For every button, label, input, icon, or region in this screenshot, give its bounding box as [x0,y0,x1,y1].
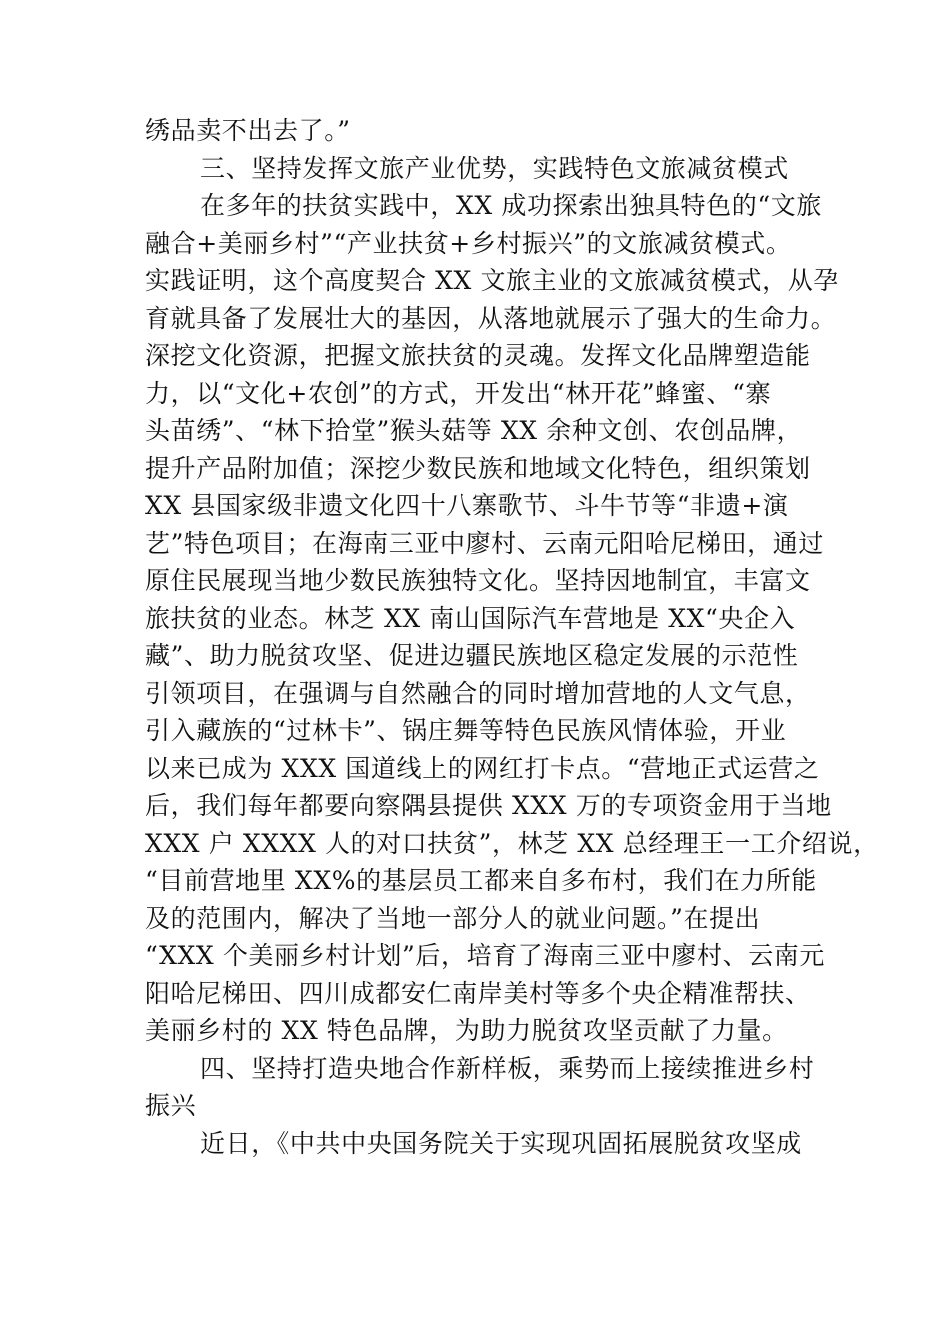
text-line: 育就具备了发展壮大的基因，从落地就展示了强大的生命力。 [145,303,837,333]
document-body [145,112,879,1162]
text-line: 力，以“文化+农创”的方式，开发出“林开花”蜂蜜、“寨 [145,378,772,408]
text-line: 原住民展现当地少数民族独特文化。坚持因地制宜，丰富文 [145,566,811,595]
text-line: 藏”、助力脱贫攻坚、促进边疆民族地区稳定发展的示范性 [145,641,799,670]
text-line: 旅扶贫的业态。林芝 XX 南山国际汽车营地是 XX“央企入 [145,603,796,633]
text-line: 近日，《中共中央国务院关于实现巩固拓展脱贫攻坚成 [200,1128,802,1158]
text-line: 提升产品附加值；深挖少数民族和地域文化特色，组织策划 [145,453,811,483]
text-line: 深挖文化资源，把握文旅扶贫的灵魂。发挥文化品牌塑造能 [145,341,811,370]
section-heading: 三、坚持发挥文旅产业优势，实践特色文旅减贫模式 [200,153,789,183]
section-heading-continued: 振兴 [145,1091,197,1120]
text-line: 融合+美丽乡村”“产业扶贫+乡村振兴”的文旅减贫模式。 [145,228,792,258]
text-line: “XXX 个美丽乡村计划”后，培育了海南三亚中廖村、云南元 [145,941,825,970]
text-line: 在多年的扶贫实践中，XX 成功探索出独具特色的“文旅 [200,191,822,220]
text-line: XX 县国家级非遗文化四十八寨歌节、斗牛节等“非遗+演 [145,491,789,520]
text-line: 美丽乡村的 XX 特色品牌，为助力脱贫攻坚贡献了力量。 [145,1016,788,1045]
text-line: 后，我们每年都要向察隅县提供 XXX 万的专项资金用于当地 [145,791,832,820]
text-line: “目前营地里 XX%的基层员工都来自多布村，我们在力所能 [145,866,817,895]
text-line: 实践证明，这个高度契合 XX 文旅主业的文旅减贫模式，从孕 [145,266,839,295]
text-line: 引领项目，在强调与自然融合的同时增加营地的人文气息， [145,678,811,708]
text-line: 绣品卖不出去了。” [145,116,351,145]
text-line: 阳哈尼梯田、四川成都安仁南岸美村等多个央企精准帮扶、 [145,978,811,1008]
section-heading: 四、坚持打造央地合作新样板，乘势而上接续推进乡村 [200,1053,815,1083]
text-line: 引入藏族的“过林卡”、锅庄舞等特色民族风情体验，开业 [145,716,787,745]
text-line: 及的范围内，解决了当地一部分人的就业问题。”在提出 [145,903,761,933]
text-line: 头苗绣”、“林下拾堂”猴头菇等 XX 余种文创、农创品牌， [145,416,803,445]
text-line: 艺”特色项目；在海南三亚中廖村、云南元阳哈尼梯田，通过 [145,528,824,558]
text-line: 以来已成为 XXX 国道线上的网红打卡点。“营地正式运营之 [145,753,820,783]
text-line: XXX 户 XXXX 人的对口扶贫”，林芝 XX 总经理王一工介绍说， [145,828,879,858]
